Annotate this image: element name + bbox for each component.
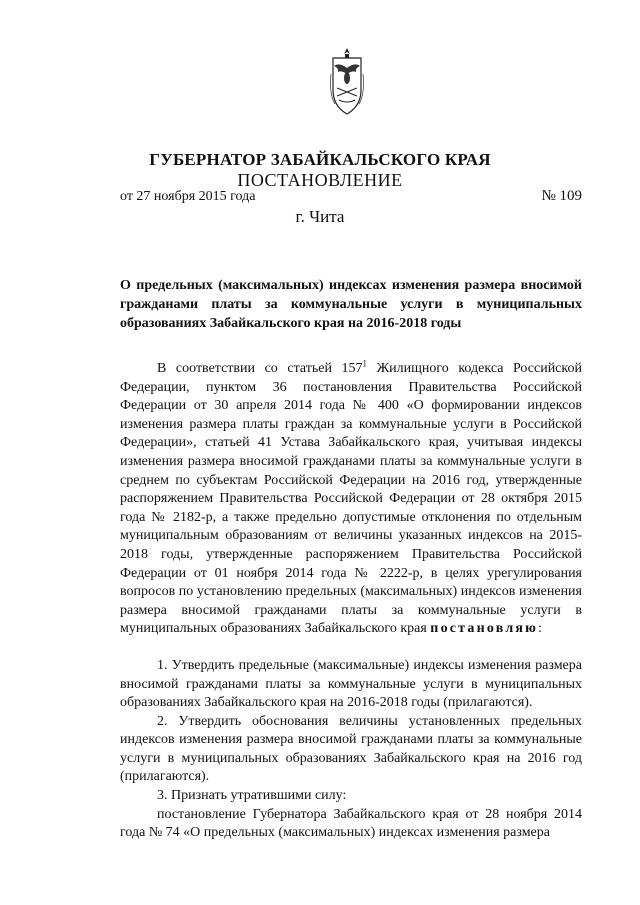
item-1: 1. Утвердить предельные (максимальные) индексы изменения размера вносимой гражданами платы за коммунальные услуги в муниципальных образованиях Забайкальского края на 2016-2018 годы (прилагаются). <box>120 657 582 711</box>
org-title: ГУБЕРНАТОР ЗАБАЙКАЛЬСКОГО КРАЯ <box>149 150 491 169</box>
preamble-text: Жилищного кодекса Российской Федерации, пунктом 36 постановления Правительства Российской Федерации от 30 апреля 2014 года № 400 «О формировании индексов изменения размера платы граждан за коммунальные услуги в Российской Федерации», статьей 41 Устава Забайкальского края, учитывая индексы изменения размера вносимой гражданами платы за коммунальные услуги в среднем по субъектам Российской Федерации на 2016 год, утвержденные распоряжением Правительства Российской Федерации от 28 октября 2015 года № 2182-р, а также предельно допустимые отклонения по отдельным муниципальным образованиям от величины указанных индексов на 2015-2018 годы, утвержденные распоряжением Правительства Российской Федерации от 01 ноября 2014 года № 2222-р, в целях урегулирования вопросов по установлению предельных (максимальных) индексов изменения размера вносимой гражданами платы за коммунальные услуги в муниципальных образованиях Забайкальского края <box>120 361 582 637</box>
document-number: № 109 <box>541 188 582 204</box>
document-date: от 27 ноября 2015 года <box>120 189 256 204</box>
item-3-sub-1: постановление Губернатора Забайкальского края от 28 ноября 2014 года № 74 «О предельных (максимальных) индексах изменения размера <box>120 806 582 841</box>
document-type: ПОСТАНОВЛЕНИЕ <box>237 170 403 190</box>
item-3: 3. Признать утратившими силу: <box>157 788 347 804</box>
document-body <box>120 360 582 843</box>
article-superscript: 1 <box>362 358 368 369</box>
document-subject: О предельных (максимальных) индексах изменения размера вносимой гражданами платы за коммунальные услуги в муниципальных образованиях Забайкальского края на 2016-2018 годы <box>120 278 582 331</box>
document-city: г. Чита <box>295 207 345 226</box>
item-2: 2. Утвердить обоснования величины установленных предельных индексов изменения размера вносимой гражданами платы за коммунальные услуги в муниципальных образованиях Забайкальского края на 2016 год (прилагаются). <box>120 713 582 785</box>
decree-colon: : <box>538 621 542 637</box>
preamble-start: В соответствии со статьей 157 <box>157 361 363 376</box>
preamble-paragraph <box>120 360 582 639</box>
coat-of-arms-emblem <box>325 44 369 134</box>
decree-word: постановляю <box>430 621 539 637</box>
